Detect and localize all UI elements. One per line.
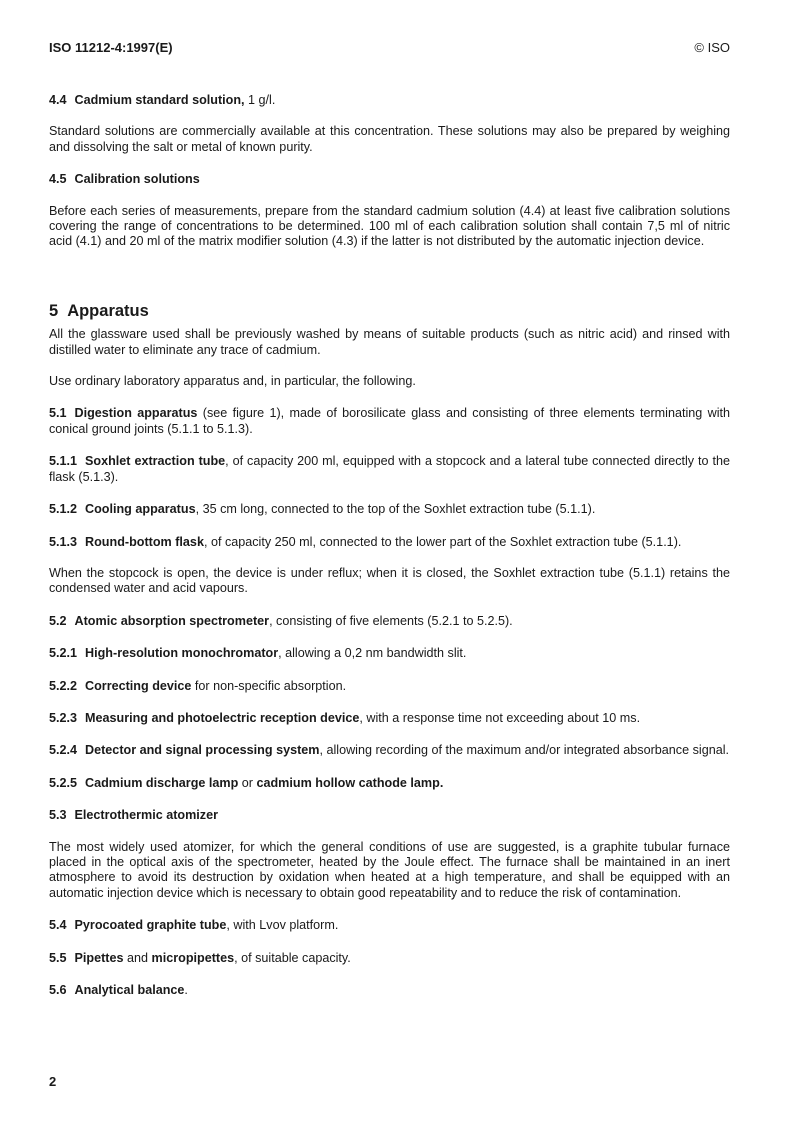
clause-5-6: [49, 983, 730, 998]
clause-number: 5.1.1: [49, 454, 78, 469]
clause-5-1-3-text: When the stopcock is open, the device is under reflux; when it is closed, the Soxhlet extraction tube (5.1.1) retains the condensed water and acid vapours.: [49, 565, 730, 596]
clause-rest: , allowing a 0,2 nm bandwidth slit.: [278, 646, 467, 661]
clause-title-2: micropipettes: [151, 950, 235, 965]
clause-rest: .: [184, 983, 188, 997]
page-body: [49, 93, 730, 998]
clause-5-2-3: [49, 711, 730, 726]
clause-5-1: [49, 406, 730, 437]
section-5-text-2: Use ordinary laboratory apparatus and, in particular, the following.: [49, 374, 416, 389]
clause-title: Detector and signal processing system: [85, 743, 320, 758]
document-id: ISO 11212-4:1997(E): [49, 40, 173, 55]
clause-rest: , of capacity 250 ml, connected to the lower part of the Soxhlet extraction tube (5.1.1).: [203, 534, 682, 549]
clause-5-1-2: [49, 502, 730, 517]
clause-title: Atomic absorption spectrometer: [74, 613, 270, 628]
clause-title: Correcting device: [85, 678, 192, 693]
clause-mid: or: [238, 775, 257, 790]
clause-number: 5.2.2: [49, 678, 78, 693]
clause-5-2: [49, 614, 730, 629]
clause-number: 4.5: [49, 172, 67, 187]
clause-number: 5.6: [49, 983, 67, 997]
clause-rest: , consisting of five elements (5.2.1 to 5.2.5).: [269, 613, 513, 628]
clause-title: Pipettes: [74, 950, 124, 965]
clause-5-1-1: [49, 454, 730, 485]
clause-5-3-heading: [49, 808, 730, 823]
clause-rest: , of capacity 200 ml, equipped with a stopcock and a lateral tube connected directly to the flask (5.1.3).: [49, 454, 730, 484]
clause-number: 5.4: [49, 918, 67, 933]
clause-number: 5.1.2: [49, 502, 78, 517]
clause-5-4: [49, 918, 730, 933]
section-5-heading: [49, 301, 730, 320]
clause-number: 5.2.3: [49, 710, 78, 725]
clause-rest: , 35 cm long, connected to the top of the Soxhlet extraction tube (5.1.1).: [195, 502, 596, 517]
clause-5-2-4: [49, 743, 730, 758]
clause-title: Cadmium discharge lamp: [85, 775, 239, 790]
clause-title-2: cadmium hollow cathode lamp.: [256, 775, 444, 790]
clause-number: 4.4: [49, 93, 67, 107]
clause-number: 5.2.5: [49, 775, 78, 790]
clause-5-2-2: [49, 679, 730, 694]
clause-title: High-resolution monochromator: [85, 646, 279, 661]
section-number: 5: [49, 301, 59, 320]
clause-title: Digestion apparatus: [74, 406, 198, 421]
clause-title: Round-bottom flask: [85, 534, 204, 549]
clause-number: 5.1: [49, 406, 67, 421]
clause-number: 5.2.4: [49, 743, 78, 758]
section-5-text-1: All the glassware used shall be previously washed by means of suitable products (such as nitric acid) and rinsed with distilled water to eliminate any trace of cadmium.: [49, 327, 730, 357]
clause-title: Measuring and photoelectric reception device: [85, 710, 360, 725]
clause-title: Calibration solutions: [74, 172, 200, 187]
clause-title: Pyrocoated graphite tube: [74, 918, 227, 933]
clause-title: Analytical balance: [74, 983, 185, 997]
clause-rest: , with a response time not exceeding about 10 ms.: [359, 710, 641, 725]
clause-5-2-5: [49, 776, 730, 791]
clause-4-5-heading: [49, 172, 730, 187]
clause-rest: , allowing recording of the maximum and/or integrated absorbance signal.: [319, 743, 730, 758]
clause-rest: , of suitable capacity.: [234, 950, 351, 965]
clause-title: Electrothermic atomizer: [74, 808, 218, 823]
clause-rest: 1 g/l.: [244, 93, 276, 107]
clause-5-1-3: [49, 535, 730, 550]
clause-4-4-heading: [49, 93, 730, 108]
clause-number: 5.3: [49, 808, 67, 823]
clause-rest: for non-specific absorption.: [191, 678, 347, 693]
clause-title: Cooling apparatus: [85, 502, 196, 517]
clause-5-3-text: The most widely used atomizer, for which the general conditions of use are suggested, is a graphite tubular furnace placed in the optical axis of the spectrometer, heated by the Joule effect. The furnace shall be maintained in an inert atmosphere to avoid its destruction by oxidation when heated at a high temperature, and shall be equipped with an automatic injection device which is necessary to obtain good repeatability and to reduce the risk of contamination.: [49, 839, 730, 900]
clause-number: 5.1.3: [49, 534, 78, 549]
copyright-notice: © ISO: [694, 40, 730, 55]
clause-4-4-text: Standard solutions are commercially available at this concentration. These solutions may also be prepared by weighing and dissolving the salt or metal of known purity.: [49, 124, 730, 154]
clause-title: Soxhlet extraction tube: [85, 454, 226, 469]
clause-number: 5.2.1: [49, 646, 78, 661]
clause-5-2-1: [49, 646, 730, 661]
clause-number: 5.2: [49, 613, 67, 628]
clause-5-5: [49, 951, 730, 966]
clause-rest: , with Lvov platform.: [226, 918, 339, 933]
page-number: 2: [49, 1074, 57, 1089]
clause-title: Cadmium standard solution,: [74, 93, 245, 107]
section-title: Apparatus: [67, 301, 149, 320]
clause-4-5-text: Before each series of measurements, prepare from the standard cadmium solution (4.4) at least five calibration solutions covering the range of concentrations to be determined. 100 ml of each calibration solution shall contain 7,5 ml of nitric acid (4.1) and 20 ml of the matrix modifier solution (4.3) if the latter is not distributed by the automatic injection device.: [49, 203, 730, 249]
clause-rest: (see figure 1), made of borosilicate glass and consisting of three elements terminating with conical ground joints (5.1.1 to 5.1.3).: [49, 406, 730, 436]
clause-mid: and: [123, 950, 152, 965]
clause-number: 5.5: [49, 950, 67, 965]
